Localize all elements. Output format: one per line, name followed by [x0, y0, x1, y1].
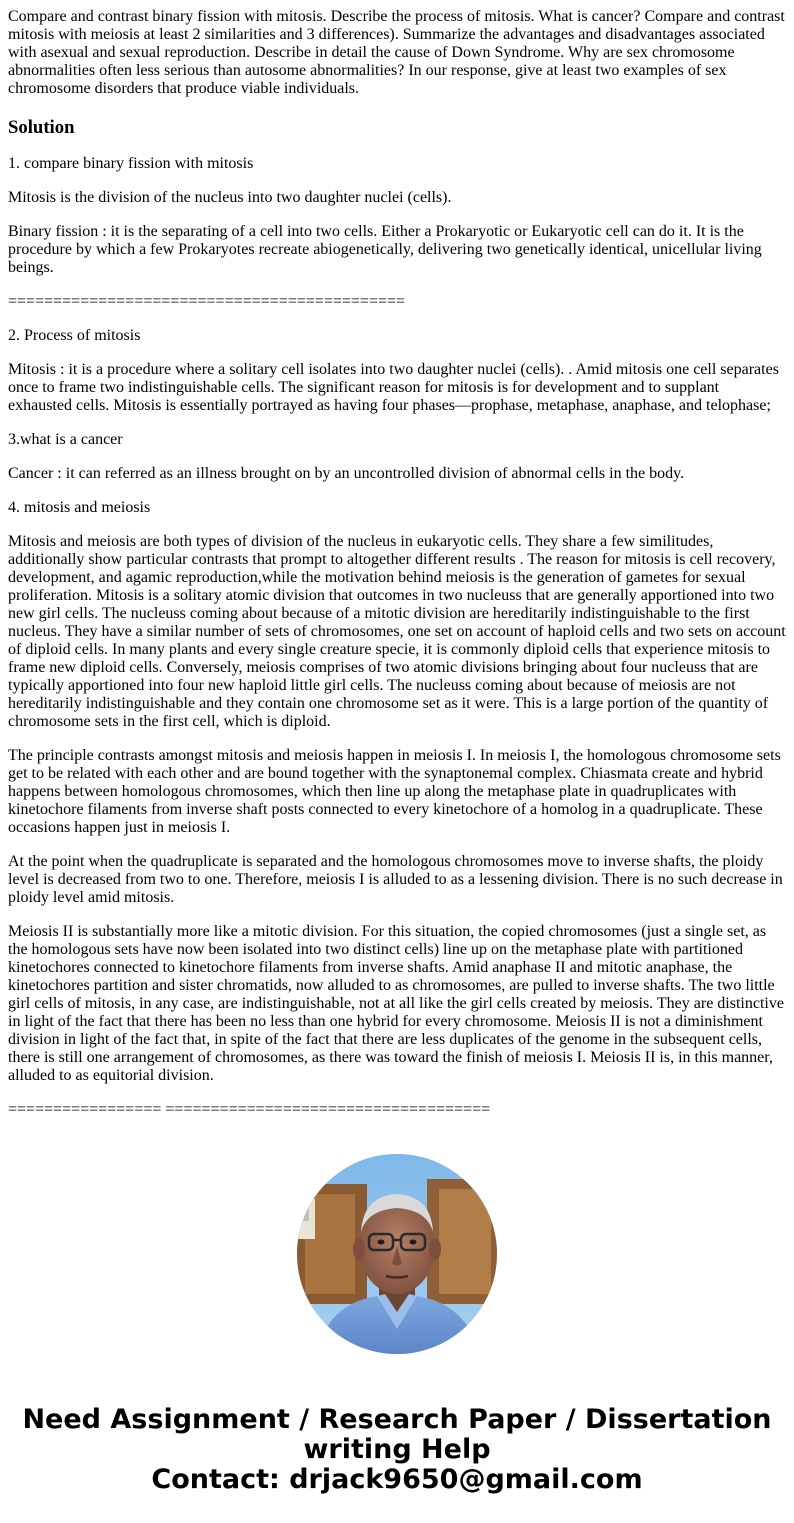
promo-contact-email: Contact: drjack9650@gmail.com [151, 1464, 643, 1495]
paragraph-cancer-definition: Cancer : it can referred as an illness brought on by an uncontrolled division of abnormal cells in the body. [8, 465, 685, 482]
promo-line-2: writing Help [303, 1434, 491, 1465]
paragraph-mitosis-meiosis-heading: 4. mitosis and meiosis [8, 499, 151, 516]
promo-line-1: Need Assignment / Research Paper / Dissertation [22, 1404, 772, 1435]
paragraph-binary-fission-heading: 1. compare binary fission with mitosis [8, 155, 254, 172]
avatar-portrait-image [297, 1154, 497, 1354]
paragraph-cancer-heading: 3.what is a cancer [8, 431, 123, 448]
paragraph-mitosis-meiosis-comparison: Mitosis and meiosis are both types of division of the nucleus in eukaryotic cells. They share a few similitudes, additionally show particular contrasts that prompt to altogether different results . The reason for mitosis is cell recovery, development, and agamic reproduction,while the motivation behind meiosis is the generation of gametes for sexual proliferation. Mitosis is a solitary atomic division that outcomes in two nucleuss that are generally apportioned into two new girl cells. The nucleuss coming about because of a mitotic division are hereditarily indistinguishable to the first nucleus. They have a similar number of sets of chromosomes, one set on account of haploid cells and two sets on account of diploid cells. In many plants and every single creature specie, it is commonly diploid cells that experience mitosis to frame new diploid cells. Conversely, meiosis comprises of two atomic divisions bringing about four nucleuss that are typically apportioned into four new haploid little girl cells. The nucleuss coming about because of meiosis are not hereditarily indistinguishable and they contain one chromosome set as it were. This is a large portion of the quantity of chromosome sets in the first cell, which is diploid. [8, 533, 786, 730]
paragraph-mitosis-definition: Mitosis is the division of the nucleus into two daughter nuclei (cells). [8, 189, 452, 206]
separator-line: ============================================ [8, 293, 406, 310]
paragraph-meiosis-two: Meiosis II is substantially more like a mitotic division. For this situation, the copied chromosomes (just a single set, as the homologous sets have now been isolated into two distinct cells) line up on the metaphase plate with partitioned kinetochores connected to kinetochore filaments from inverse shafts. Amid anaphase II and mitotic anaphase, the kinetochores partition and sister chromatids, now alluded to as chromosomes, are pulled to inverse shafts. The two little girl cells of mitosis, in any case, are indistinguishable, not at all like the girl cells created by meiosis. They are distinctive in light of the fact that there has been no less than one hybrid for every chromosome. Meiosis II is not a diminishment division in light of the fact that, in spite of the fact that there are less duplicates of the genome in the subsequent cells, there is still one arrangement of chromosomes, as there was toward the finish of meiosis I. Meiosis II is, in this manner, alluded to as equitorial division. [8, 923, 784, 1084]
paragraph-meiosis-one: The principle contrasts amongst mitosis and meiosis happen in meiosis I. In meiosis I, the homologous chromosome sets get to be related with each other and are bound together with the synaptonemal complex. Chiasmata create and hybrid happens between homologous chromosomes, which then line up along the metaphase plate in quadruplicates with kinetochore filaments from inverse shaft posts connected to every kinetochore of a homolog in a quadruplicate. These occasions happen just in meiosis I. [8, 747, 781, 836]
paragraph-binary-fission: Binary fission : it is the separating of a cell into two cells. Either a Prokaryotic or Eukaryotic cell can do it. It is the procedure by which a few Prokaryotes recreate abiogenetically, delivering two genetically identical, unicellular living beings. [8, 223, 762, 276]
avatar-container [8, 1154, 786, 1354]
paragraph-process-heading: 2. Process of mitosis [8, 327, 141, 344]
paragraph-process-of-mitosis: Mitosis : it is a procedure where a solitary cell isolates into two daughter nuclei (cells). . Amid mitosis one cell separates once to frame two indistinguishable cells. The significant reason for mitosis is for development and to supplant exhausted cells. Mitosis is essentially portrayed as having four phases—prophase, metaphase, anaphase, and telophase; [8, 361, 779, 414]
solution-heading: Solution [8, 117, 75, 138]
separator-line-end: ================= ==================================== [8, 1101, 491, 1118]
promo-banner [8, 1405, 786, 1495]
avatar [297, 1154, 497, 1354]
question-text: Compare and contrast binary fission with mitosis. Describe the process of mitosis. What is cancer? Compare and contrast mitosis with meiosis at least 2 similarities and 3 differences). Summarize the advantages and disadvantages associated with asexual and sexual reproduction. Describe in detail the cause of Down Syndrome. Why are sex chromosome abnormalities often less serious than autosome abnormalities? In our response, give at least two examples of sex chromosome disorders that produce viable individuals. [8, 8, 785, 97]
paragraph-ploidy-reduction: At the point when the quadruplicate is separated and the homologous chromosomes move to inverse shafts, the ploidy level is decreased from two to one. Therefore, meiosis I is alluded to as a lessening division. There is no such decrease in ploidy level amid mitosis. [8, 853, 783, 906]
